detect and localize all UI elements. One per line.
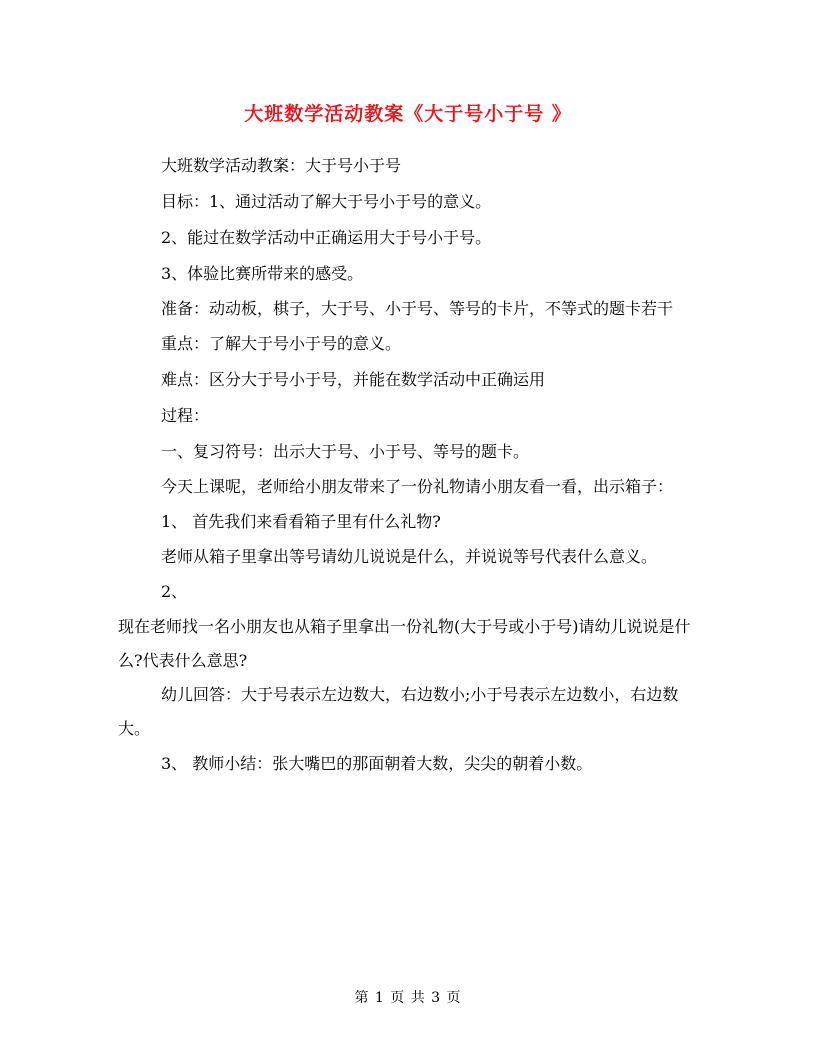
paragraph-child-answer: 幼儿回答：大于号表示左边数大，右边数小;小于号表示左边数小，右边数大。 bbox=[118, 685, 679, 738]
document-body bbox=[118, 148, 698, 782]
paragraph-review-symbols: 一、复习符号：出示大于号、小于号、等号的题卡。 bbox=[161, 442, 530, 461]
document-title: 大班数学活动教案《大于号小于号 》 bbox=[244, 103, 572, 125]
paragraph-preparation: 准备：动动板，棋子，大于号、小于号、等号的卡片，不等式的题卡若干 bbox=[161, 299, 674, 318]
paragraph-subtitle: 大班数学活动教案：大于号小于号 bbox=[161, 156, 402, 175]
paragraph-step-2: 2、 bbox=[161, 582, 188, 601]
paragraph-today-class: 今天上课呢，老师给小朋友带来了一份礼物请小朋友看一看，出示箱子： bbox=[161, 477, 674, 496]
paragraph-process-heading: 过程： bbox=[161, 406, 210, 425]
paragraph-teacher-takes-equal: 老师从箱子里拿出等号请幼儿说说是什么，并说说等号代表什么意义。 bbox=[161, 547, 658, 566]
paragraph-step-1: 1、 首先我们来看看箱子里有什么礼物? bbox=[161, 512, 441, 531]
paragraph-child-takes-gift: 现在老师找一名小朋友也从箱子里拿出一份礼物(大于号或小于号)请幼儿说说是什么?代表什么意思? bbox=[118, 617, 691, 670]
page-footer: 第 1 页 共 3 页 bbox=[354, 990, 462, 1006]
paragraph-goal-3: 3、体验比赛所带来的感受。 bbox=[161, 264, 364, 283]
paragraph-goal-2: 2、能过在数学活动中正确运用大于号小于号。 bbox=[161, 228, 492, 247]
paragraph-key-point: 重点：了解大于号小于号的意义。 bbox=[161, 334, 402, 353]
paragraph-step-3-summary: 3、 教师小结：张大嘴巴的那面朝着大数，尖尖的朝着小数。 bbox=[161, 754, 593, 773]
paragraph-difficulty: 难点：区分大于号小于号，并能在数学活动中正确运用 bbox=[161, 370, 546, 389]
paragraph-goal-1: 目标：1、通过活动了解大于号小于号的意义。 bbox=[161, 192, 492, 211]
